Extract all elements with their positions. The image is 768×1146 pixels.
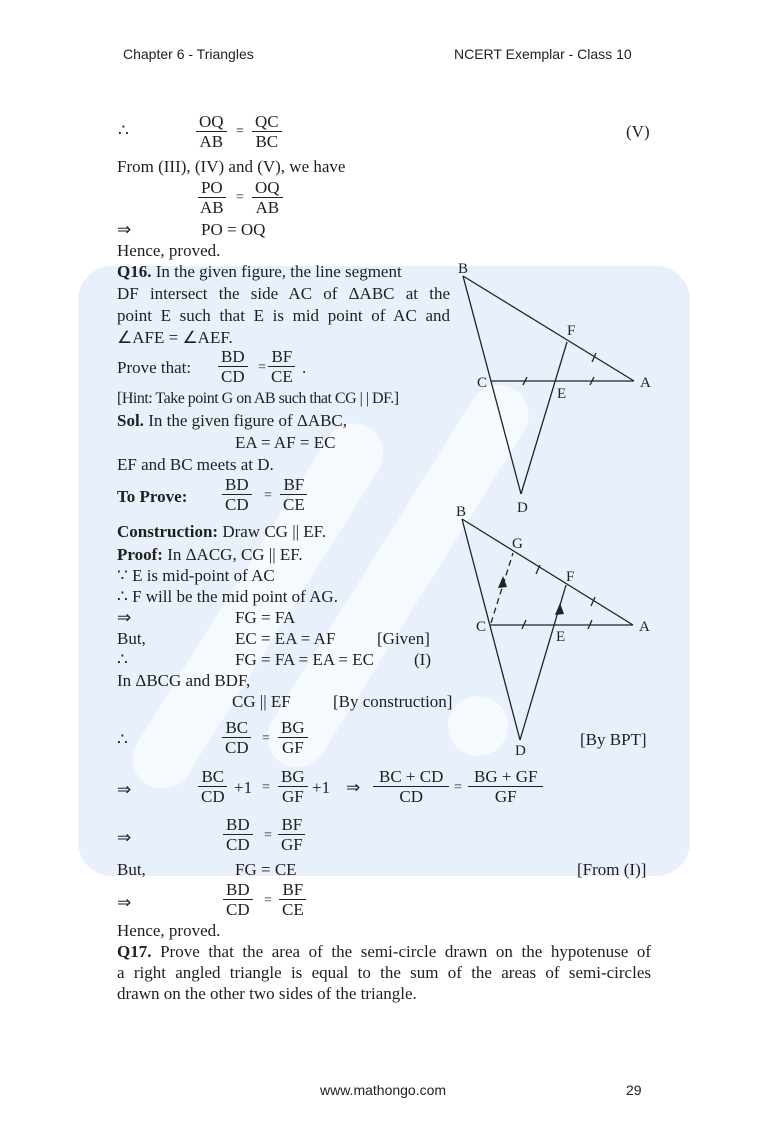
label-e: E	[557, 386, 567, 402]
book-title: NCERT Exemplar - Class 10	[454, 46, 632, 62]
equals-sign: =	[236, 124, 244, 139]
label-b: B	[458, 261, 469, 277]
equals-sign: =	[262, 731, 270, 746]
label-e: E	[556, 629, 566, 645]
fraction-oq-ab: $\frac{OQ}{AB}$	[196, 112, 227, 151]
implies-symbol: ⇒	[346, 778, 361, 797]
step-note: [Given]	[377, 629, 430, 648]
equals-sign: =	[264, 828, 272, 843]
equals-sign: =	[264, 488, 272, 503]
fraction-bg-plus-gf: $\frac{BG + GF}{GF}$	[468, 767, 543, 806]
label-c: C	[477, 375, 488, 391]
from-i-note: [From (I)]	[577, 860, 647, 879]
equation-tag: (V)	[626, 122, 650, 141]
fraction-bd-cd: $\frac{BD}{CD}$	[223, 880, 253, 919]
equals-sign: =	[264, 893, 272, 908]
from-line: From (III), (IV) and (V), we have	[117, 157, 346, 176]
fraction-bf-ce: $\frac{BF}{CE}$	[268, 347, 296, 386]
label-d: D	[515, 743, 526, 759]
page-number: 29	[626, 1082, 642, 1098]
q17-line-1: Q17. Prove that the area of the semi-circle drawn on the hypotenuse of	[117, 942, 651, 961]
fraction-bf-gf: $\frac{BF}{GF}$	[278, 815, 306, 854]
period: .	[302, 358, 307, 377]
equals-sign: =	[236, 190, 244, 205]
q17-line-2: a right angled triangle is equal to the sum of the areas of semi-circles	[117, 963, 651, 982]
therefore-symbol: ∴	[117, 730, 128, 749]
because-line: ∵ E is mid-point of AC	[117, 566, 275, 585]
cg-parallel-ef: CG || EF	[232, 692, 291, 711]
po-equals-oq: PO = OQ	[201, 220, 266, 239]
plus-one: +1	[234, 778, 253, 797]
fg-equals-ce: FG = CE	[235, 860, 297, 879]
label-a: A	[639, 619, 650, 635]
fraction-bf-ce: $\frac{BF}{CE}$	[280, 475, 308, 514]
by-bpt-note: [By BPT]	[580, 730, 647, 749]
equals-sign: =	[454, 780, 462, 795]
fraction-bc-cd: $\frac{BC}{CD}$	[222, 718, 252, 757]
fraction-bg-gf: $\frac{BG}{GF}$	[278, 718, 308, 757]
equals-sign: =	[262, 780, 270, 795]
therefore-line: ∴ F will be the mid point of AG.	[117, 587, 338, 606]
equals-sign: =	[258, 360, 266, 375]
chapter-title: Chapter 6 - Triangles	[123, 46, 254, 62]
step-expression: EC = EA = AF	[235, 629, 336, 648]
q16-label: Q16.	[117, 262, 152, 281]
but-label: But,	[117, 860, 146, 879]
step-expression: FG = FA	[235, 608, 296, 627]
proof-line: Proof: In ΔACG, CG || EF.	[117, 545, 303, 564]
fraction-oq-ab: $\frac{OQ}{AB}$	[252, 178, 283, 217]
step-symbol: But,	[117, 629, 146, 648]
label-d: D	[517, 500, 528, 516]
therefore-symbol: ∴	[118, 121, 129, 140]
step-note: (I)	[414, 650, 431, 669]
meets-line: EF and BC meets at D.	[117, 455, 274, 474]
step-symbol: ⇒	[117, 608, 132, 627]
sol-line: Sol. In the given figure of ΔABC,	[117, 411, 348, 430]
by-construction-note: [By construction]	[333, 692, 453, 711]
fraction-po-ab: $\frac{PO}{AB}$	[197, 178, 227, 217]
q16-line-1: Q16. In the given figure, the line segment	[117, 262, 402, 281]
label-g: G	[512, 536, 523, 552]
fraction-bd-cd: $\frac{BD}{CD}$	[218, 347, 248, 386]
implies-symbol: ⇒	[117, 220, 132, 239]
q17-line-3: drawn on the other two sides of the triangle.	[117, 984, 417, 1003]
fraction-bg-gf: $\frac{BG}{GF}$	[278, 767, 308, 806]
step-expression: FG = FA = EA = EC	[235, 650, 374, 669]
hint-text: [Hint: Take point G on AB such that CG | | DF.]	[117, 390, 399, 407]
construction-line: Construction: Draw CG || EF.	[117, 522, 326, 541]
implies-symbol: ⇒	[117, 780, 132, 799]
fraction-bd-cd: $\frac{BD}{CD}$	[222, 475, 252, 514]
fraction-bc-plus-cd: $\frac{BC + CD}{CD}$	[373, 767, 449, 806]
label-f: F	[567, 323, 576, 339]
step-symbol: ∴	[117, 650, 128, 669]
label-f: F	[566, 569, 575, 585]
plus-one: +1	[312, 778, 331, 797]
fraction-qc-bc: $\frac{QC}{BC}$	[252, 112, 282, 151]
implies-symbol: ⇒	[117, 828, 132, 847]
hence-proved: Hence, proved.	[117, 241, 221, 260]
label-a: A	[640, 375, 651, 391]
q16-line-4: ∠AFE = ∠AEF.	[117, 328, 233, 347]
q16-line-2: DF intersect the side AC of ΔABC at the	[117, 284, 450, 303]
footer-website: www.mathongo.com	[320, 1082, 447, 1098]
in-bcg-line: In ΔBCG and BDF,	[117, 671, 251, 690]
given-equation: EA = AF = EC	[235, 433, 336, 452]
to-prove-label: To Prove:	[117, 487, 188, 506]
sol-label: Sol.	[117, 411, 144, 430]
prove-that-label: Prove that:	[117, 358, 192, 377]
q16-line-3: point E such that E is mid point of AC and	[117, 306, 450, 325]
fraction-bc-cd: $\frac{BC}{CD}$	[198, 767, 228, 806]
label-b: B	[456, 504, 467, 520]
fraction-bf-ce: $\frac{BF}{CE}$	[279, 880, 307, 919]
fraction-bd-cd: $\frac{BD}{CD}$	[223, 815, 253, 854]
label-c: C	[476, 619, 487, 635]
implies-symbol: ⇒	[117, 893, 132, 912]
hence-proved: Hence, proved.	[117, 921, 221, 940]
q17-label: Q17.	[117, 942, 152, 961]
